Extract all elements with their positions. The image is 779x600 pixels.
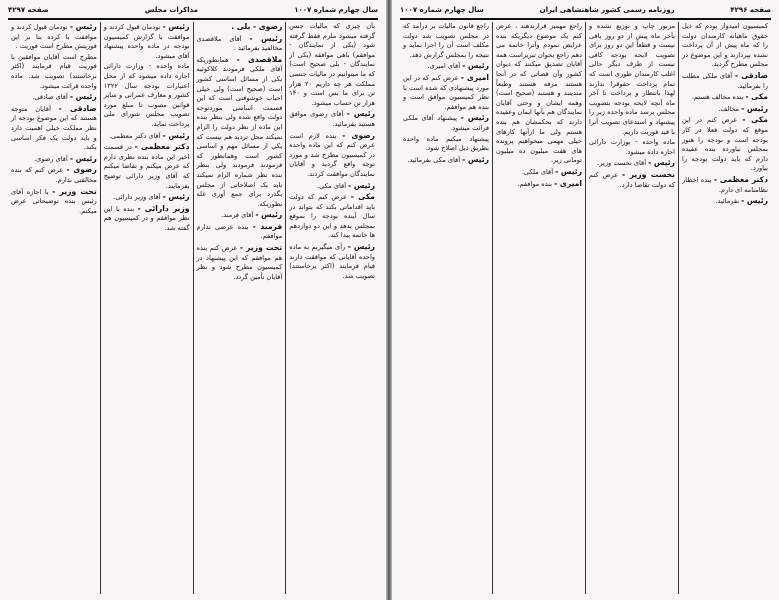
paragraph <box>197 210 283 221</box>
paragraph-text: با اجازه آقای رئیس بنده توضیحاتی عرض میکنم. <box>11 187 97 215</box>
speaker-name: رضوی - <box>66 165 97 175</box>
paragraph <box>104 192 190 203</box>
paragraph-text: بفرمائید. <box>715 197 740 206</box>
paragraph-text: عرض کنم در این موقع که دولت فعلا در کار بودجه است و بودجه را هنوز بمجلس نیاورده بنده عقیده دارم که باید دولت بودجه را بیاورد. <box>682 116 768 173</box>
paragraph <box>104 62 190 129</box>
speaker-name: دکتر معظمی - <box>134 142 190 152</box>
paragraph-text: همانطوریکه آقای ملکی فرمودند کلاکوئیه یکی از مسائل اساسی کشور است (صحیح است) ولی خیلی احباب خوشوقتی است که این قسمت اساسی موردتوجه دولت واقع شده ولی بنظر بنده این ماده از نظر دولت را الزام نمیکند محل تردید هم نیست که یکی از مسائل مهم و اساسی کشور است وهمانطور که فرمودند فرمودند ولی بنظر بنده نظر شماره الزام نمیکند باید یک اصلاحاتی از مجلس بگذرد برای جمع آوری غله بطوریکه. <box>196 55 283 208</box>
text-columns <box>8 22 378 594</box>
text-column <box>585 22 678 594</box>
paragraph <box>682 104 768 115</box>
paragraph-text: بنده موافقم. <box>517 179 552 188</box>
paragraph-text: بنده لازم است عرض کنم که این ماده واحده در کمیسیون مطرح شد و مورد توجه واقع گردید و آقایان نمایندگان موافقت کردند. <box>289 131 375 178</box>
text-column <box>285 22 378 594</box>
speaker-name: رئیس - <box>462 61 489 71</box>
paragraph-text: بنده با این نظر موافقم و در کمیسیون هم گفته شد. <box>103 204 190 232</box>
speaker-name: فرمند - <box>252 221 283 231</box>
paragraph-text: عرض کنم که دولت باید اقداماتی بکند که بتواند در سال آینده بودجه را بموقع بمجلس بدهد و این دو دوازدهم ها خاتمه پیدا کند. <box>289 193 375 240</box>
speaker-name: رئیس - <box>741 196 768 206</box>
text-column <box>678 22 771 594</box>
paragraph-text: راجع مهمیز قرارندهند ، عرض کنم یک موضوع دیگریکه بنده عرایض نمودم وآنرا خاتمه می دهم راجع بجوان تبریزاست همه آقایان تصدیق میکنند که دیوان کشور وآن قضاتی که در آنجا هستند مرفه هستند وطبعاً متدینند و هستند (صحیح است) وهمه ایشان و وحتی آقایان نمایندگان هم بآنها ایمان وعقیده دارند که بحکمشان هم بنده هستم ولی ما ازآنها کارهای خیلی مهمی میخواهیم پرونده های هفت میلیون ده میلیون تومانی زیر. <box>496 22 582 165</box>
page-header <box>8 4 378 16</box>
speaker-name: وزیر دارائی - <box>137 203 190 213</box>
paragraph-text: بآن چیزی که مالیات جنس گرفته میشود ملزم فقط گرفته شود (یکی از نمایندگان - موافقم) باهی موافقه (یکی از نمایندگان - بلی صحیح است) که ما میتوانیم در مالیات جنسی مملکت هر چه داریم ۲۰ هزار تن برای ما بس است و ۱۴۰ هزار تن حساب میشود. <box>289 22 375 107</box>
text-columns <box>400 22 771 594</box>
paragraph <box>104 142 190 191</box>
speaker-name: رئیس - <box>347 242 375 252</box>
paragraph-text: آقای صادقی. <box>32 93 68 102</box>
paragraph <box>197 34 283 54</box>
paragraph <box>289 181 375 192</box>
paragraph <box>11 104 97 153</box>
speaker-name: امیری - <box>460 72 489 82</box>
paragraph <box>589 158 675 169</box>
paragraph <box>11 22 97 52</box>
speaker-name: رضوی - <box>342 130 375 140</box>
paragraph <box>496 22 582 166</box>
page-title: مذاکرات مجلس <box>144 6 199 14</box>
paragraph <box>11 154 97 165</box>
paragraph-text: آقای امیری. <box>427 62 461 71</box>
paragraph-text: آقای فرمند. <box>221 211 254 220</box>
paragraph-text: رأی میگیریم به ماده واحده آقایانی که موافقت دارند قیام فرمایند (اکثر برخاستند) تصویب شد. <box>289 243 375 280</box>
text-column <box>8 22 100 594</box>
paragraph-text: راجع قانون مالیات بر درآمد که در مجلس تصویب شد دولت مکلف است آن را اجرا نماید و نتیجه را بمجلس گزارش دهد. <box>403 22 489 59</box>
issue-number: سال چهارم شماره ۱۰۰۷ <box>294 6 378 14</box>
page-number: صفحه ۴۲۹۶ <box>730 6 771 14</box>
speaker-name: رئیس - <box>69 22 97 31</box>
paragraph <box>289 22 375 108</box>
text-column <box>100 22 193 594</box>
paragraph <box>496 167 582 178</box>
speaker-name: رئیس - <box>249 33 283 43</box>
paragraph-text: بنده اخطار نظامنامه ای دارم. <box>682 175 768 194</box>
paragraph-text: در قسمت اخیر این ماده بنده نظری دارم که عرض میکنم و تقاضا میکنم که آقای وزیر دارائی توضیح بفرمایند. <box>103 143 190 190</box>
paragraph <box>289 131 375 180</box>
paragraph <box>197 55 283 210</box>
paragraph-text: آقای مکی. <box>317 181 347 190</box>
page-number: صفحه ۴۲۹۷ <box>8 6 49 14</box>
paragraph <box>11 187 97 217</box>
paragraph-text: آقایان متوجه هستند که این موضوع بودجه از نظر مملکت خیلی اهمیت دارد و باید دولت یک فکر اساسی بکند. <box>11 104 97 152</box>
speaker-name: مکی - <box>745 92 768 102</box>
paragraph <box>682 196 768 207</box>
paragraph <box>11 53 97 91</box>
paragraph <box>682 115 768 174</box>
paragraph <box>682 22 768 70</box>
paragraph <box>289 192 375 241</box>
speaker-name: رئیس - <box>255 210 283 220</box>
paragraph-text: آقای رضوی. <box>34 154 68 163</box>
paragraph <box>104 22 190 61</box>
speaker-name: رئیس - <box>741 103 768 113</box>
paragraph <box>197 222 283 242</box>
paragraph <box>403 135 489 154</box>
speaker-name: رئیس - <box>162 192 190 202</box>
speaker-name: تحت وزیر - <box>52 186 97 196</box>
paragraph-text: کمیسیون امیدوار بودم که ذیل حقوق ماهیانه کارمندان دولت را که ماه پیش از آن پرداخت نشده بپردازند و این موضوع در مجلس مطرح گردید. <box>682 22 768 69</box>
paragraph-text: پیشنهاد میکنم ماده واحده بطریق ذیل اصلاح شود. <box>403 134 489 153</box>
speaker-name: دکتر معظمی - <box>713 174 768 184</box>
page-title: روزنامه رسمی کشور شاهنشاهی ایران <box>539 6 675 14</box>
paragraph-text: مخالف. <box>718 104 740 113</box>
paragraph-text: عرض کنم که دولت تقاضا دارد. <box>589 170 675 189</box>
paragraph-text: عرض کنم که در این مورد پیشنهادی که شده است با نظر کمیسیون موافق است و بنده هم موافقم. <box>403 73 489 111</box>
page-header <box>400 4 771 16</box>
paragraph <box>289 242 375 281</box>
speaker-name: نخست وزیر - <box>622 169 675 179</box>
paragraph <box>589 138 675 157</box>
paragraph-text: نودمان قبول کردند و موافقت با کرده بنا بر این فوریتش مطرح است فوریت . <box>11 23 97 51</box>
speaker-name: رئیس - <box>162 22 190 31</box>
speaker-name: رئیس - <box>348 180 375 190</box>
header-rule <box>8 18 378 20</box>
paragraph-text: بنده مخالف هستم. <box>691 93 744 102</box>
issue-number: سال چهارم شماره ۱۰۰۷ <box>400 6 484 14</box>
header-rule <box>400 18 771 20</box>
paragraph-text: پیشنهاد آقای ملکی قرائت میشود. <box>403 114 489 132</box>
paragraph <box>589 170 675 190</box>
paragraph-text: نودمان قبول کردند و موافقت با گزارش کمیسیون بودجه در ماده واحده پیشنهاد آقای میشود. <box>103 23 190 60</box>
speaker-name: مکی - <box>350 192 375 202</box>
speaker-name: مکی - <box>742 115 768 125</box>
paragraph <box>197 22 283 33</box>
paragraph <box>682 175 768 195</box>
speaker-name: تحت وزیر - <box>239 243 283 253</box>
speaker-name: رئیس - <box>460 113 489 123</box>
speaker-name: رئیس - <box>555 166 582 176</box>
paragraph <box>589 22 675 137</box>
paragraph-text: آقای دکتر معظمی. <box>108 131 161 140</box>
speaker-name: رئیس - <box>162 130 190 140</box>
speaker-name: صادقی - <box>734 70 768 80</box>
paragraph-text: آقای ملکی. <box>521 167 554 176</box>
paragraph-text: ماده واحده - بوزارت دارائی اجازه داده میشود. <box>589 138 675 156</box>
paragraph-text: آقای ملکی مطلب را بفرمائید. <box>682 71 768 90</box>
paragraph-text: عرض کنم که بنده مخالفتی ندارم. <box>11 166 97 184</box>
paragraph <box>403 22 489 60</box>
paragraph-text: آقای نخست وزیر. <box>597 159 647 168</box>
paragraph-text: آقای مکی بفرمائید. <box>407 155 461 164</box>
speaker-name: رئیس - <box>462 154 489 164</box>
speaker-name: رئیس - <box>69 92 97 102</box>
paragraph <box>682 92 768 103</box>
paragraph <box>403 61 489 72</box>
text-column <box>193 22 286 594</box>
speaker-name: رئیس - <box>648 158 675 168</box>
paragraph-text: عرض کنم بنده هم موافقم که این پیشنهاد در کمیسیون مطرح شود و نظر آقایان تأمین گردد. <box>196 244 283 281</box>
paragraph-text: آقای وزیر دارائی. <box>113 193 161 202</box>
speaker-name: رئیس - <box>69 153 97 163</box>
text-column <box>492 22 585 594</box>
paragraph <box>11 92 97 103</box>
paragraph <box>104 131 190 142</box>
paragraph <box>403 73 489 112</box>
paragraph-text: ماده واحده - وزارت دارائی اجازه داده میشود که از محل اعتبارات بودجه سال ۱۳۲۲ کشور و معارف عمرانی و سایر قوانین مصوب تا مبلغ مورد تصویب مجلس شورای ملی پرداخت نماید. <box>103 62 190 128</box>
left-page <box>0 0 386 600</box>
speaker-name: امیری - <box>554 178 582 188</box>
paragraph-text: آقای رضوی موافق هستید بفرمائید. <box>289 110 375 128</box>
paragraph <box>496 179 582 190</box>
paragraph-text: آقای ملاقصدی مخالفید بفرمائید . <box>196 34 283 53</box>
speaker-name: رئیس - <box>346 109 375 119</box>
paragraph <box>104 204 190 234</box>
paragraph <box>403 113 489 133</box>
speaker-name: صادقی - <box>58 103 97 113</box>
paragraph <box>11 165 97 185</box>
paragraph-text: مزبور چاپ و توزیع نشده و بآخر ماه پیش از دو روز باقی نیست و قطعاً این دو روز برای تصویب لایحه بودجه کافی نیست از طرف دیگر حالی اغلب کارمندان طوری است که تمام پرداخت حقوقرا ندارند لهذا بانتظار و پرداخت تا آخر ماه آنچه لایحه بودجه بتصویب مجلس برسد ماده واحده زیر را پیشنهاد و استدعای تصویب آنرا با قید فوریت داریم. <box>589 22 675 136</box>
text-column <box>400 22 492 594</box>
paragraph <box>403 155 489 166</box>
speaker-name: رضوی - بلی . <box>231 22 283 31</box>
paragraph <box>197 243 283 282</box>
paragraph <box>289 109 375 129</box>
right-page <box>392 0 779 600</box>
paragraph-text: مطرح است آقایان موافقین با فوریت قیام فرمایند (اکثر برخاستند) تصویب شد. ماده واحده قرائت میشود. <box>11 52 97 90</box>
paragraph <box>682 71 768 91</box>
paragraph-text: بنده عرضی ندارم موافقم. <box>196 222 283 241</box>
speaker-name: ملاقصدی - <box>236 54 283 64</box>
